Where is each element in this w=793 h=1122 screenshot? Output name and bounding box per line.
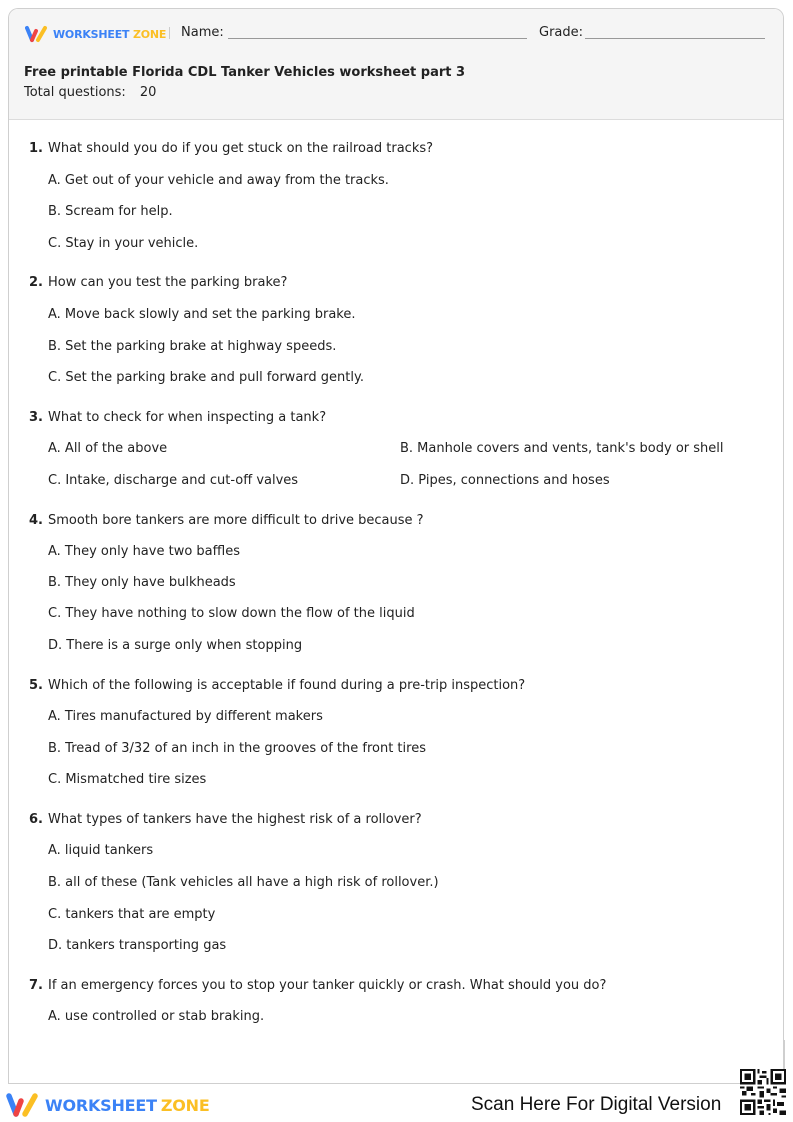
worksheet-zone-logo-icon <box>6 1092 40 1118</box>
option-4c[interactable]: C. They have nothing to slow down the flow of the liquid <box>48 606 415 621</box>
grade-label: Grade: <box>539 25 584 40</box>
header-divider <box>169 27 170 39</box>
option-6b[interactable]: B. all of these (Tank vehicles all have a high risk of rollover.) <box>48 875 439 890</box>
option-2b[interactable]: B. Set the parking brake at highway speeds. <box>48 339 337 354</box>
option-4d[interactable]: D. There is a surge only when stopping <box>48 638 303 653</box>
option-5b[interactable]: B. Tread of 3/32 of an inch in the grooves of the front tires <box>48 741 426 756</box>
brand-word-zone: ZONE <box>160 1095 210 1115</box>
question-number: 5. <box>29 678 43 693</box>
option-2c[interactable]: C. Set the parking brake and pull forward gently. <box>48 370 364 385</box>
option-5a[interactable]: A. Tires manufactured by different makers <box>48 709 323 724</box>
question-text: If an emergency forces you to stop your tanker quickly or crash. What should you do? <box>48 978 607 993</box>
question-text: What types of tankers have the highest risk of a rollover? <box>48 812 422 827</box>
brand-logo <box>25 25 166 43</box>
frame-bottom-border <box>8 1083 740 1084</box>
option-3d[interactable]: D. Pipes, connections and hoses <box>400 473 610 488</box>
name-field[interactable] <box>228 38 527 39</box>
option-5c[interactable]: C. Mismatched tire sizes <box>48 772 207 787</box>
frame-right-border <box>784 1040 785 1070</box>
worksheet-zone-logo-icon <box>25 25 49 43</box>
footer-brand-logo <box>6 1092 210 1118</box>
worksheet-header <box>9 9 783 120</box>
total-questions <box>24 85 156 100</box>
option-2a[interactable]: A. Move back slowly and set the parking brake. <box>48 307 356 322</box>
option-6a[interactable]: A. liquid tankers <box>48 843 154 858</box>
option-6d[interactable]: D. tankers transporting gas <box>48 938 227 953</box>
brand-word-zone: ZONE <box>132 27 167 41</box>
option-4a[interactable]: A. They only have two baffles <box>48 544 240 559</box>
brand-word-worksheet: WORKSHEET <box>45 1095 157 1115</box>
total-questions-label: Total questions: <box>24 85 126 100</box>
option-3a[interactable]: A. All of the above <box>48 441 168 456</box>
worksheet-title: Free printable Florida CDL Tanker Vehicles worksheet part 3 <box>24 65 466 80</box>
scan-here-text: Scan Here For Digital Version <box>471 1094 722 1115</box>
question-number: 7. <box>29 978 43 993</box>
option-3c[interactable]: C. Intake, discharge and cut-off valves <box>48 473 299 488</box>
option-6c[interactable]: C. tankers that are empty <box>48 907 216 922</box>
question-text: How can you test the parking brake? <box>48 275 288 290</box>
grade-field[interactable] <box>585 38 765 39</box>
question-number: 1. <box>29 141 43 156</box>
name-label: Name: <box>181 25 224 40</box>
question-number: 3. <box>29 410 43 425</box>
question-number: 4. <box>29 513 43 528</box>
option-1c[interactable]: C. Stay in your vehicle. <box>48 236 199 251</box>
question-text: Which of the following is acceptable if found during a pre-trip inspection? <box>48 678 526 693</box>
option-3b[interactable]: B. Manhole covers and vents, tank's body or shell <box>400 441 724 456</box>
question-text: What to check for when inspecting a tank? <box>48 410 327 425</box>
brand-word-worksheet: WORKSHEET <box>53 27 130 41</box>
option-1b[interactable]: B. Scream for help. <box>48 204 173 219</box>
option-4b[interactable]: B. They only have bulkheads <box>48 575 236 590</box>
question-text: What should you do if you get stuck on the railroad tracks? <box>48 141 434 156</box>
qr-code-icon[interactable] <box>740 1069 786 1115</box>
option-1a[interactable]: A. Get out of your vehicle and away from the tracks. <box>48 173 389 188</box>
question-text: Smooth bore tankers are more difficult to drive because ? <box>48 513 424 528</box>
question-number: 2. <box>29 275 43 290</box>
total-questions-value: 20 <box>139 85 157 100</box>
question-number: 6. <box>29 812 43 827</box>
option-7a[interactable]: A. use controlled or stab braking. <box>48 1009 265 1024</box>
